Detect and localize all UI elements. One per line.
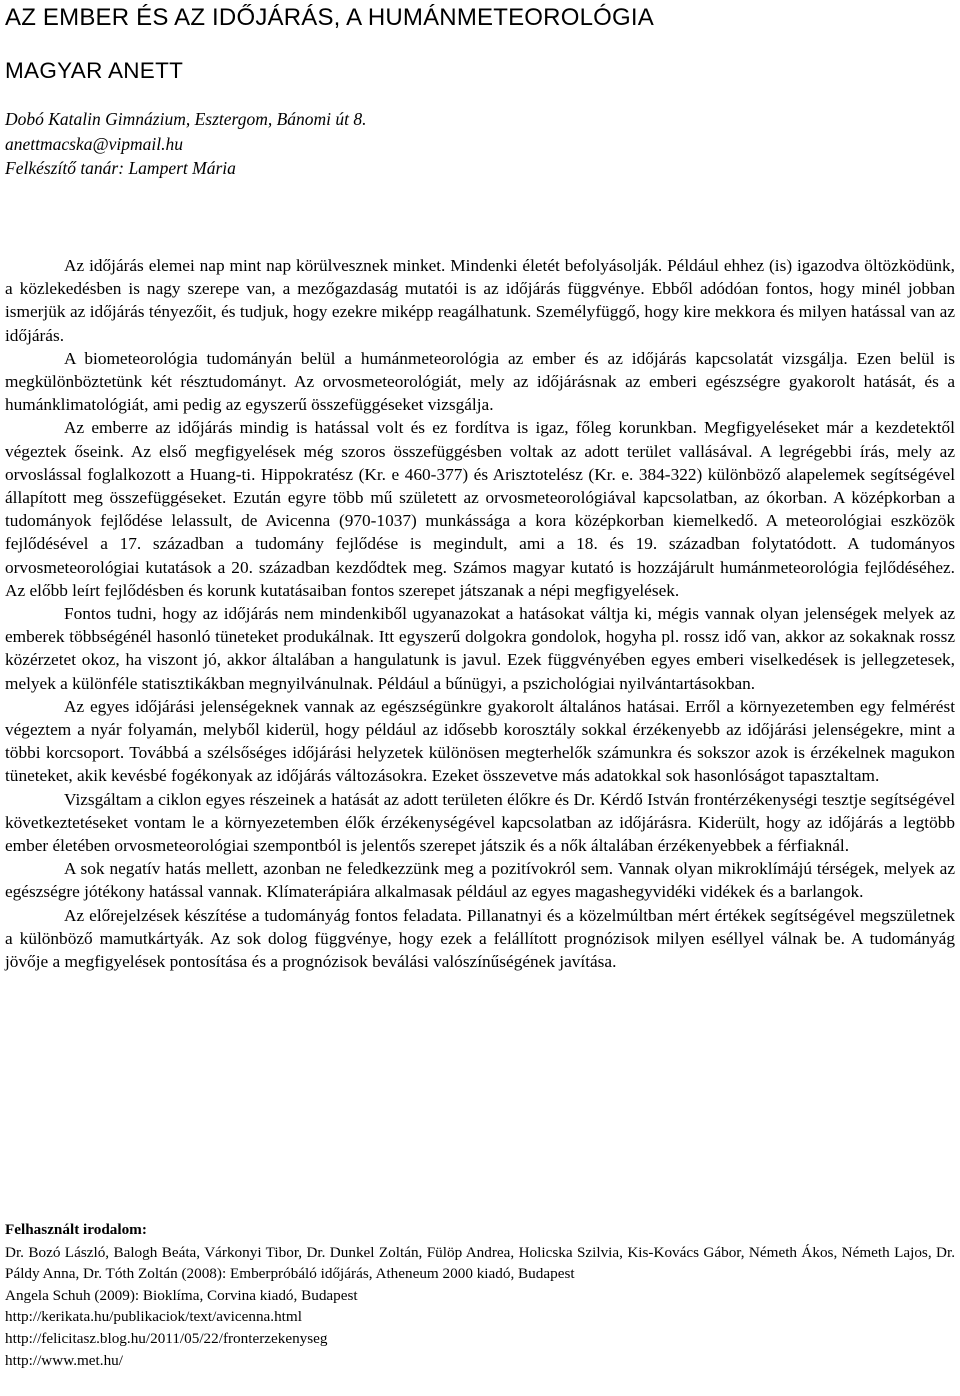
- document-body: [5, 254, 955, 973]
- paragraph-3: Az emberre az időjárás mindig is hatással volt és ez fordítva is igaz, főleg korunkban. Megfigyeléseket már a kezdetektől végeztek őseink. Az első megfigyelések még szoros összefüggésben voltak az adott terület vallásával. A legrégebbi írás, mely az orvoslással foglalkozott a Huang-ti. Hippokratész (Kr. e 460-377) és Arisztotelész (Kr. e. 384-322) különböző alapelemek segítségével állapított meg összefüggéseket. Ezután egyre több mű született az orvosmeteorológiával kapcsolatban, az ókorban. A középkorban a tudományok fejlődése lelassult, de Avicenna (970-1037) munkássága a kora középkorban kiemelkedő. A meteorológiai eszközök fejlődésével a 17. században a tudomány fejlődése is megindult, ami a 18. és 19. században folytatódott. A tudományos orvosmeteorológiai kutatások a 20. században kezdődtek meg. Számos magyar kutató is hozzájárult humánmeteorológia fejlődéséhez. Az előbb leírt fejlődésben és korunk kutatásaiban fontos szerepet játszanak a népi megfigyelések.: [5, 418, 955, 600]
- references-section: [5, 1219, 955, 1371]
- paragraph-5: Az egyes időjárási jelenségeknek vannak az egészségünkre gyakorolt általános hatásai. Erről a környezetemben egy felmérést végeztem a nyár folyamán, melyből kiderül, hogy például az idősebb korosztály sokkal érzékenyebb az időjárási jelenségekre, mint a többi korcsoport. Továbbá a szélsőséges időjárási helyzetek különösen megterhelők számunkra és sokszor azok is érzékelnek magukon tüneteket, akik kevésbé fogékonyak az időjárás változásokra. Ezeket összevetve más adatokkal sok hasonlóságot tapasztaltam.: [5, 696, 955, 786]
- author-email: anettmacska@vipmail.hu: [5, 133, 183, 154]
- paragraph-2: A biometeorológia tudományán belül a humánmeteorológia az ember és az időjárás kapcsolatát vizsgálja. Ezen belül is megkülönböztetünk két résztudományt. Az orvosmeteorológiát, mely az időjárásnak az emberi egészségre gyakorolt hatását, és a humánklimatológiát, ami pedig az egyszerű összefüggéseket vizsgálja.: [5, 348, 955, 415]
- paragraph-8: Az előrejelzések készítése a tudományág fontos feladata. Pillanatnyi és a közelmúltban mért értékek segítségével megszületnek a különböző mamutkártyák. Az sok dolog függvénye, hogy ezek a felállított prognózisok milyen eséllyel válnak be. A tudományág jövője a megfigyelések pontosítása és a prognózisok beválási valószínűségének javítása.: [5, 905, 955, 972]
- reference-link[interactable]: http://felicitasz.blog.hu/2011/05/22/fronterzekenyseg: [5, 1329, 328, 1347]
- reference-link[interactable]: http://kerikata.hu/publikaciok/text/avicenna.html: [5, 1308, 302, 1326]
- paragraph-4: Fontos tudni, hogy az időjárás nem mindenkiből ugyanazokat a hatásokat váltja ki, mégis vannak olyan jelenségek melyek az emberek többségénél hasonló tüneteket produkálnak. Itt egyszerű dolgokra gondolok, hogyha pl. rossz idő van, akkor az sokaknak rossz közérzetet okoz, ha viszont jó, akkor általában a hangulatunk is javul. Ezek függvényében egyes emberi viselkedések is jellegzetesek, melyek a különféle statisztikákban megnyilvánulnak. Például a bűnügyi, a pszichológiai nyilvántartásokban.: [5, 604, 955, 693]
- document-title: AZ EMBER ÉS AZ IDŐJÁRÁS, A HUMÁNMETEOROLÓGIA: [5, 4, 654, 31]
- reference-item: Dr. Bozó László, Balogh Beáta, Várkonyi Tibor, Dr. Dunkel Zoltán, Fülöp Andrea, Holicska Szilvia, Kis-Kovács Gábor, Németh Ákos, Németh Lajos, Dr. Páldy Anna, Dr. Tóth Zoltán (2008): Emberpróbáló időjárás, Atheneum 2000 kiadó, Budapest: [5, 1243, 955, 1283]
- paragraph-7: A sok negatív hatás mellett, azonban ne feledkezzünk meg a pozitívokról sem. Vannak olyan mikroklímájú térségek, melyek az egészségre jótékony hatással vannak. Klímaterápiára alkalmasak például az egyes magashegyvidéki vidékek és a barlangok.: [5, 859, 955, 902]
- author-info: [5, 107, 905, 181]
- affiliation: Dobó Katalin Gimnázium, Esztergom, Bánomi út 8.: [5, 109, 367, 129]
- reference-item: Angela Schuh (2009): Bioklíma, Corvina kiadó, Budapest: [5, 1286, 358, 1304]
- paragraph-6: Vizsgáltam a ciklon egyes részeinek a hatását az adott területen élőkre és Dr. Kérdő István frontérzékenységi tesztje segítségével következtetéseket vontam le a környezetemben élők érzékenységével kapcsolatban az időjárásra. Kiderült, hogy az időjárás a legtöbb ember életében orvosmeteorológiai szempontból is jelentős szerepet játszik és a nők általában érzékenyebbek a férfiaknál.: [5, 789, 955, 856]
- supervising-teacher: Felkészítő tanár: Lampert Mária: [5, 158, 236, 178]
- reference-link[interactable]: http://www.met.hu/: [5, 1351, 123, 1369]
- paragraph-1: Az időjárás elemei nap mint nap körülvesznek minket. Mindenki életét befolyásolják. Például ehhez (is) igazodva öltözködünk, a közlekedésben is nagy szerepe van, a mezőgazdaság mutatói is az időjárás függvénye. Ebből adódóan fontos, hogy minél jobban ismerjük az időjárás tényezőit, és tudjuk, hogy ezekre miképp reagálhatunk. Személyfüggő, hogy kire mekkora és milyen hatással van az időjárás.: [5, 256, 955, 345]
- references-heading: Felhasznált irodalom:: [5, 1221, 147, 1238]
- author-name: MAGYAR ANETT: [5, 58, 184, 83]
